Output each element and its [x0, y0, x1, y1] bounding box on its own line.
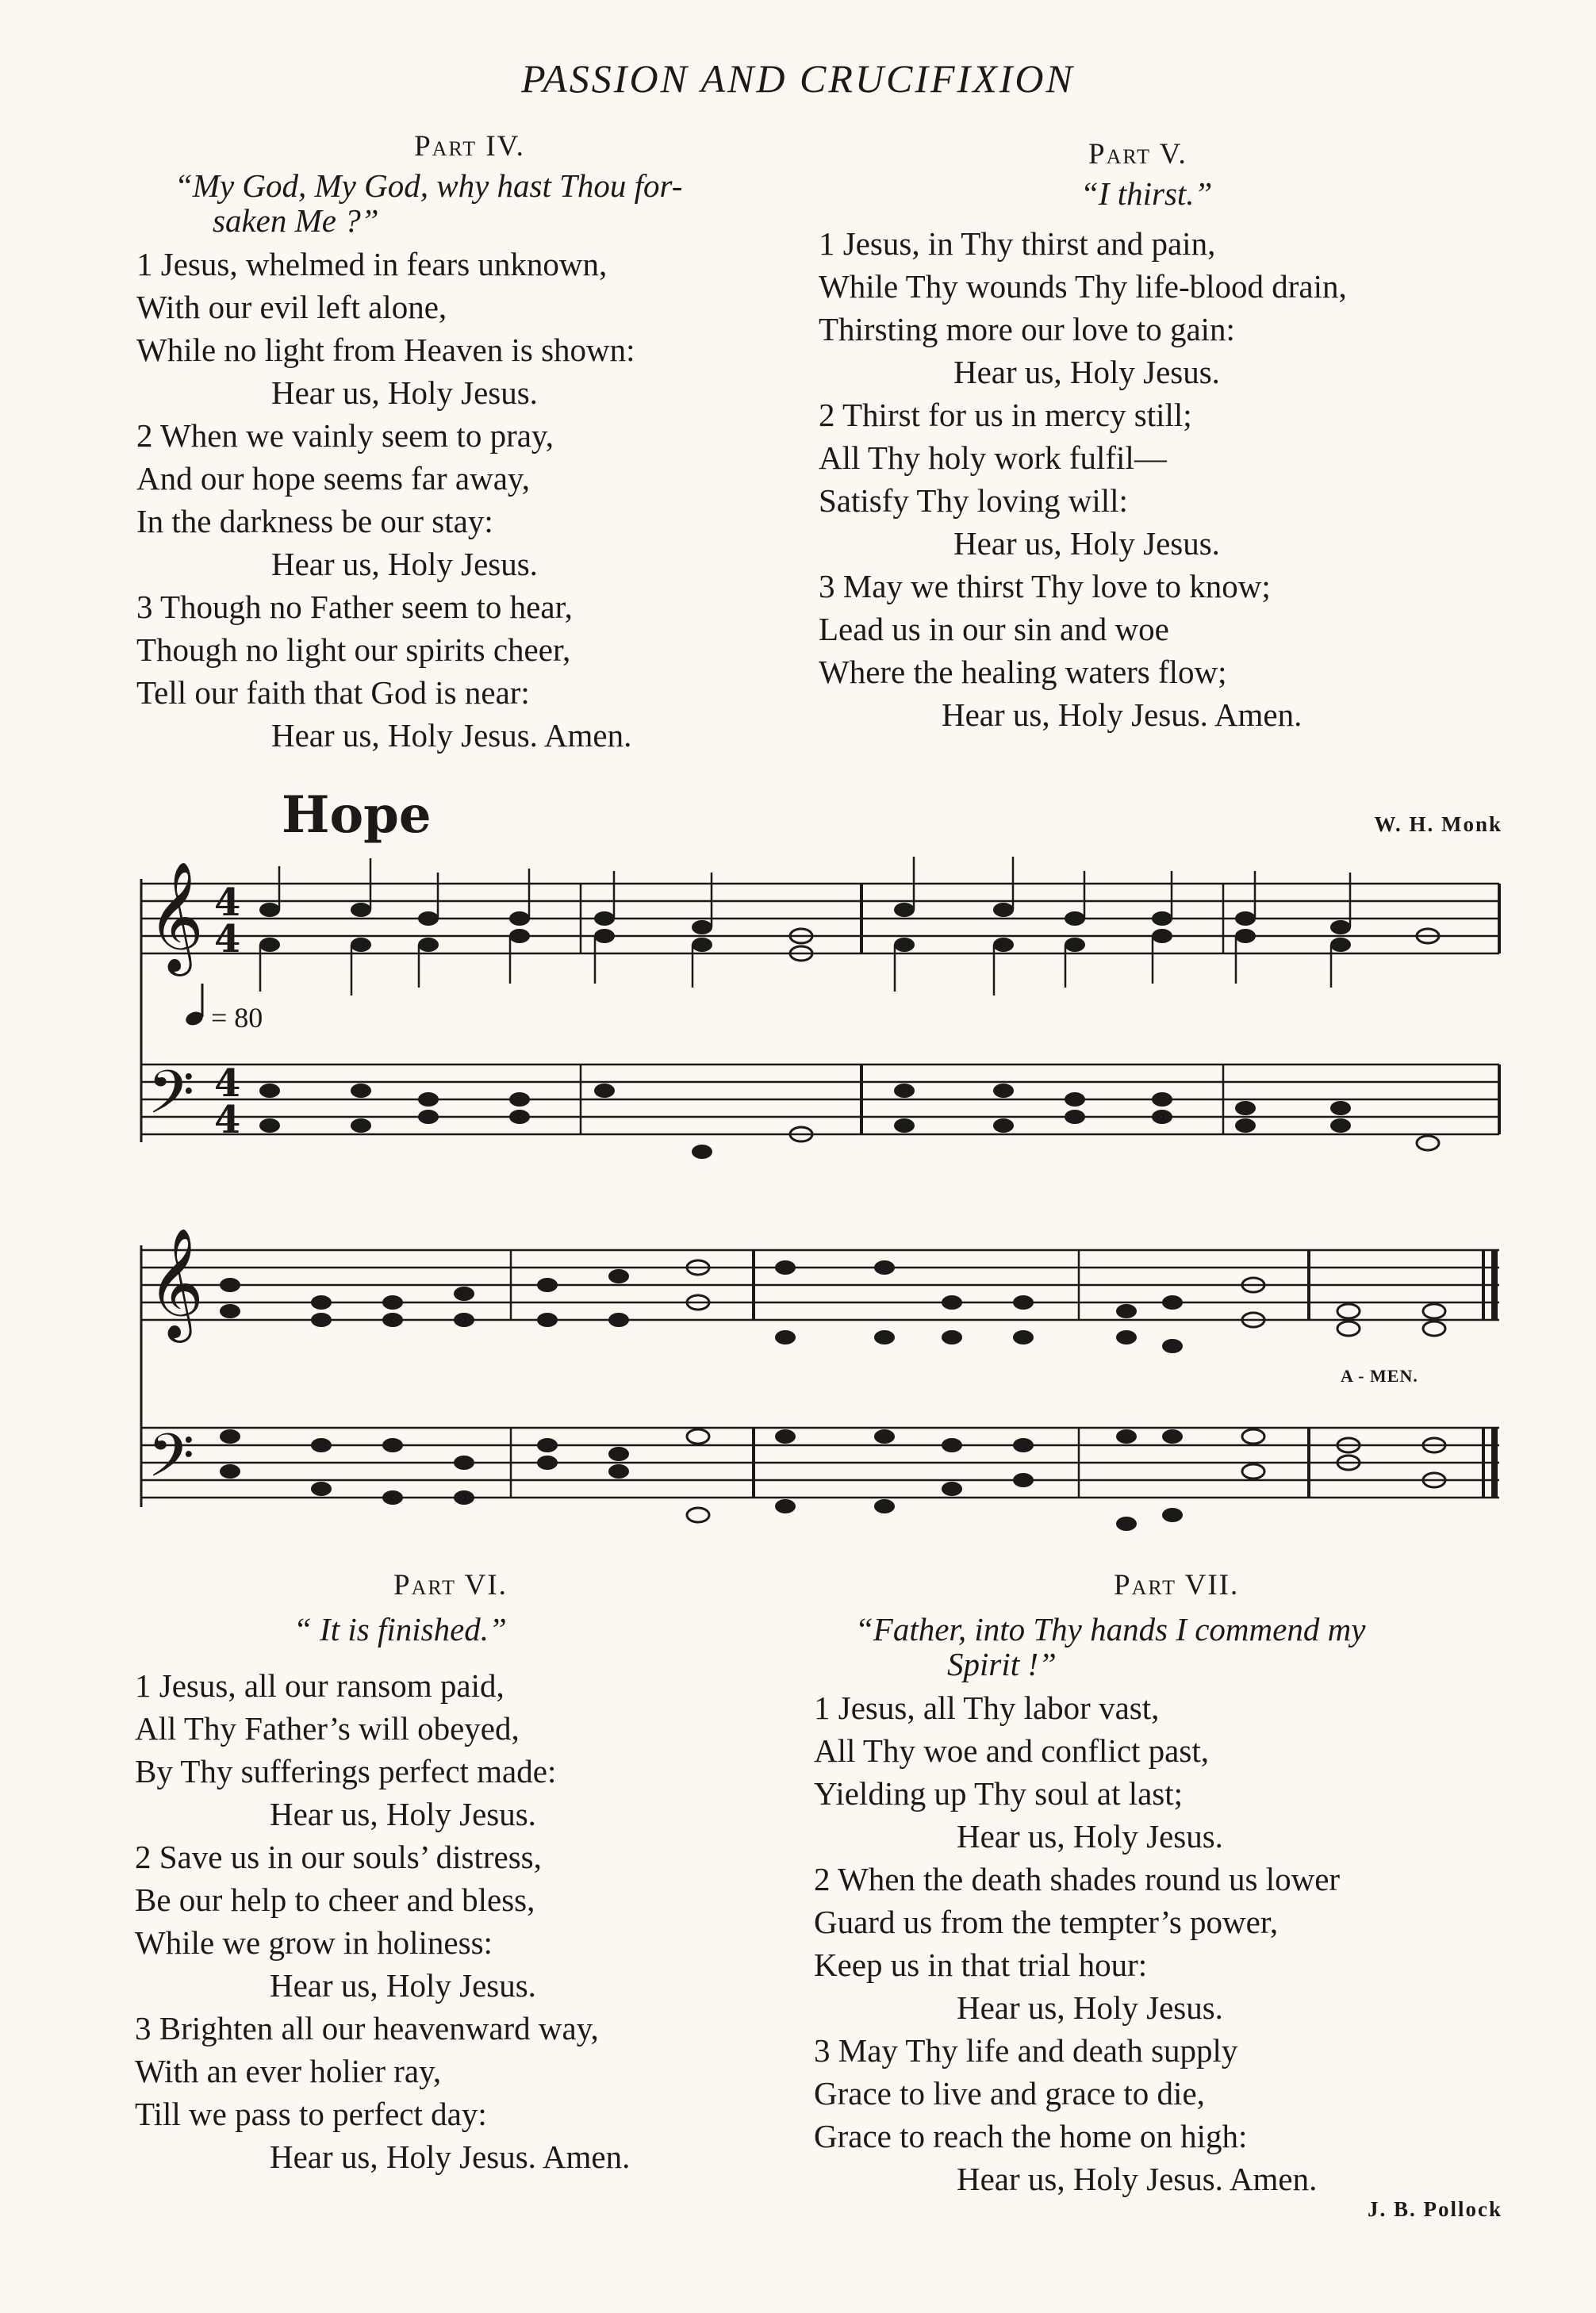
tempo-marking: = 80: [211, 1002, 263, 1034]
part-v-line: Satisfy Thy loving will:: [819, 482, 1128, 519]
part-iv-line: With our evil left alone,: [136, 289, 447, 325]
part-vii-line: 3 May Thy life and death supply: [814, 2032, 1238, 2069]
composer: W. H. Monk: [1374, 812, 1502, 836]
part-vi-line: Be our help to cheer and bless,: [135, 1881, 535, 1918]
part-v-subtitle-1: “I thirst.”: [1080, 175, 1213, 212]
tune-name: Hope: [282, 785, 432, 845]
part-iv-line: Tell our faith that God is near:: [136, 674, 530, 711]
part-vi-subtitle-1: “ It is finished.”: [293, 1611, 507, 1647]
notes-system-2: [220, 1260, 1183, 1531]
part-vi-line: 2 Save us in our souls’ distress,: [135, 1839, 542, 1875]
part-vii-line: Keep us in that trial hour:: [814, 1947, 1148, 1983]
part-iv-refrain: Hear us, Holy Jesus. Amen.: [271, 717, 632, 754]
svg-text:4: 4: [214, 1098, 241, 1142]
hymn-author: J. B. Pollock: [1367, 2197, 1502, 2221]
part-vii-subtitle-1: “Father, into Thy hands I commend my: [855, 1611, 1366, 1647]
part-vi-line: With an ever holier ray,: [135, 2053, 442, 2089]
part-vi-line: All Thy Father’s will obeyed,: [135, 1710, 520, 1747]
part-vii-line: All Thy woe and conflict past,: [814, 1732, 1209, 1769]
staff-treble-2: [141, 1250, 1499, 1320]
part-vii-line: Guard us from the tempter’s power,: [814, 1904, 1279, 1940]
part-iv-line: 2 When we vainly seem to pray,: [136, 417, 554, 454]
part-vi-line: 3 Brighten all our heavenward way,: [135, 2010, 599, 2046]
treble-clef-icon: 𝄞: [148, 861, 204, 972]
part-vii-refrain: Hear us, Holy Jesus.: [957, 1989, 1223, 2026]
bass-clef-icon: 𝄢: [148, 1057, 195, 1142]
part-vi-refrain: Hear us, Holy Jesus.: [270, 1796, 536, 1832]
part-v-title: Part V.: [1088, 138, 1187, 171]
half-notes-system-2: [687, 1260, 1445, 1522]
part-vi-title: Part VI.: [393, 1569, 508, 1601]
part-vii-refrain: Hear us, Holy Jesus.: [957, 1818, 1223, 1855]
part-iv-refrain: Hear us, Holy Jesus.: [271, 374, 538, 411]
part-iv-subtitle-1: “My God, My God, why hast Thou for-: [175, 167, 683, 204]
part-v-refrain: Hear us, Holy Jesus.: [953, 525, 1220, 562]
part-vii-title: Part VII.: [1114, 1569, 1240, 1601]
part-iv-line: And our hope seems far away,: [136, 460, 531, 497]
staff-bass-2: [141, 1428, 1499, 1498]
part-vi: [135, 1564, 817, 2178]
part-v-line: Where the healing waters flow;: [819, 654, 1227, 690]
svg-text:4: 4: [214, 880, 241, 925]
part-vi-line: Till we pass to perfect day:: [135, 2096, 487, 2132]
part-iv-line: 3 Though no Father seem to hear,: [136, 589, 573, 625]
part-v-line: Lead us in our sin and woe: [819, 611, 1169, 647]
amen-label: A - MEN.: [1341, 1366, 1418, 1386]
part-vi-refrain: Hear us, Holy Jesus.: [270, 1967, 536, 2004]
part-vii: [814, 1564, 1528, 2200]
part-iv-title: Part IV.: [414, 130, 525, 163]
part-iv-line: While no light from Heaven is shown:: [136, 332, 635, 368]
page-title: PASSION AND CRUCIFIXION: [521, 56, 1075, 101]
part-v-refrain: Hear us, Holy Jesus. Amen.: [942, 696, 1303, 733]
part-v-refrain: Hear us, Holy Jesus.: [953, 354, 1220, 390]
part-vii-line: 1 Jesus, all Thy labor vast,: [814, 1690, 1160, 1726]
svg-text:4: 4: [214, 917, 241, 961]
part-vi-refrain: Hear us, Holy Jesus. Amen.: [270, 2138, 631, 2175]
quarter-note-icon: [184, 984, 205, 1027]
part-v-line: 1 Jesus, in Thy thirst and pain,: [819, 225, 1216, 262]
bass-clef-icon: 𝄢: [148, 1421, 195, 1506]
part-vii-line: Grace to live and grace to die,: [814, 2075, 1205, 2112]
part-v-line: All Thy holy work fulfil—: [819, 439, 1167, 476]
part-vi-line: By Thy sufferings perfect made:: [135, 1753, 557, 1789]
note-stems: [260, 857, 1350, 995]
part-iv-line: In the darkness be our stay:: [136, 503, 493, 539]
part-vii-subtitle-2: Spirit !”: [947, 1646, 1057, 1682]
part-iv-line: Though no light our spirits cheer,: [136, 631, 571, 668]
part-v-line: 2 Thirst for us in mercy still;: [819, 397, 1192, 433]
svg-text:4: 4: [214, 1061, 241, 1106]
part-vii-line: Yielding up Thy soul at last;: [814, 1775, 1184, 1812]
part-iv-line: 1 Jesus, whelmed in fears unknown,: [136, 246, 608, 282]
part-vii-line: 2 When the death shades round us lower: [814, 1861, 1341, 1897]
part-iv-refrain: Hear us, Holy Jesus.: [271, 546, 538, 582]
part-iv-subtitle-2: saken Me ?”: [213, 202, 379, 239]
part-vii-refrain: Hear us, Holy Jesus. Amen.: [957, 2161, 1318, 2197]
staff-treble-1: [141, 884, 1499, 953]
notes-system-1: [259, 903, 1351, 1159]
part-vi-line: 1 Jesus, all our ransom paid,: [135, 1667, 505, 1704]
part-vii-line: Grace to reach the home on high:: [814, 2118, 1248, 2154]
staff-bass-1: [141, 1064, 1499, 1134]
treble-clef-icon: 𝄞: [148, 1228, 204, 1338]
part-v-line: 3 May we thirst Thy love to know;: [819, 568, 1271, 604]
part-v-line: Thirsting more our love to gain:: [819, 311, 1235, 347]
part-v-line: While Thy wounds Thy life-blood drain,: [819, 268, 1347, 305]
part-vi-line: While we grow in holiness:: [135, 1924, 493, 1961]
